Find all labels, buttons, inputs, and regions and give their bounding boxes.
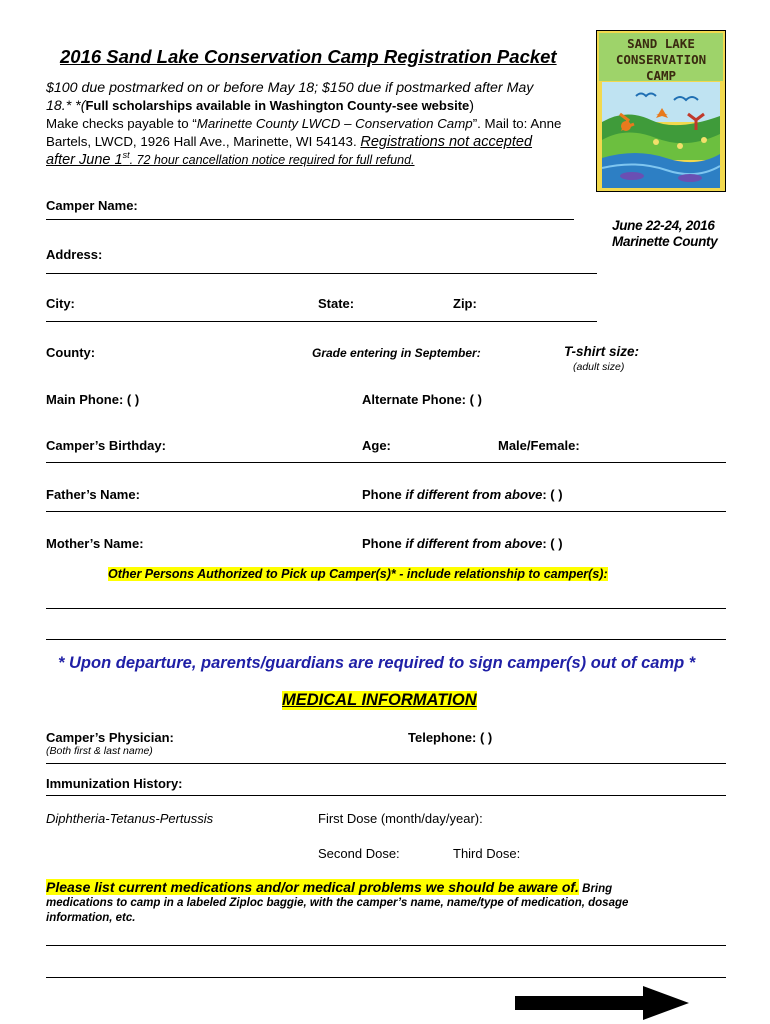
medications-line-2[interactable]: [46, 977, 726, 978]
birthday-line[interactable]: [46, 462, 726, 463]
medications-line-1[interactable]: [46, 945, 726, 946]
camper-name-label: Camper Name:: [46, 198, 138, 213]
immunization-line[interactable]: [46, 795, 726, 796]
medications-instruction: Please list current medications and/or medical problems we should be aware of. Bring: [46, 879, 613, 895]
father-line[interactable]: [46, 511, 726, 512]
pickup-line-2[interactable]: [46, 639, 726, 640]
state-label: State:: [318, 296, 355, 311]
zip-label: Zip:: [453, 296, 477, 311]
medical-header: MEDICAL INFORMATION: [282, 691, 477, 709]
city-label: City:: [46, 296, 75, 311]
father-name-label: Father’s Name:: [46, 487, 140, 502]
father-phone-label: Phone if different from above: ( ): [362, 487, 563, 502]
grade-label: Grade entering in September:: [312, 346, 481, 360]
mother-phone-label: Phone if different from above: ( ): [362, 536, 563, 551]
county-label: County:: [46, 345, 96, 360]
tshirt-label: T-shirt size:: [564, 344, 640, 359]
payable-text: Make checks payable to “Marinette County LWCD – Conservation Camp”. Mail to: Anne: [46, 116, 562, 131]
address-label: Address:: [46, 247, 103, 262]
immunization-label: Immunization History:: [46, 776, 183, 791]
page-title: 2016 Sand Lake Conservation Camp Registration Packet: [60, 46, 557, 67]
camp-logo-text: SAND LAKE CONSERVATION CAMP: [615, 36, 707, 83]
physician-note: (Both first & last name): [46, 745, 153, 757]
first-dose-label: First Dose (month/day/year):: [318, 811, 483, 826]
tshirt-note: (adult size): [573, 361, 625, 373]
camp-dates: June 22-24, 2016 Marinette County: [612, 218, 718, 249]
city-line[interactable]: [46, 321, 597, 322]
age-label: Age:: [362, 438, 391, 453]
fee-text: $100 due postmarked on or before May 18; $150 due if postmarked after May: [46, 80, 534, 96]
dtp-label: Diphtheria-Tetanus-Pertussis: [46, 811, 214, 826]
camp-logo: [596, 30, 726, 192]
scholarship-text: 18.* *(Full scholarships available in Washington County-see website): [46, 98, 474, 114]
medications-instruction-line3: information, etc.: [46, 912, 136, 924]
physician-line[interactable]: [46, 763, 726, 764]
departure-notice: * Upon departure, parents/guardians are required to sign camper(s) out of camp *: [58, 654, 696, 672]
second-dose-label: Second Dose:: [318, 846, 400, 861]
gender-label: Male/Female:: [498, 438, 580, 453]
third-dose-label: Third Dose:: [453, 846, 521, 861]
mother-name-label: Mother’s Name:: [46, 536, 144, 551]
deadline-text: after June 1st. 72 hour cancellation notice required for full refund.: [46, 150, 415, 168]
physician-phone-label: Telephone: ( ): [408, 730, 493, 745]
mail-address-text: Bartels, LWCD, 1926 Hall Ave., Marinette, WI 54143. Registrations not accepted: [46, 134, 533, 150]
alt-phone-label: Alternate Phone: ( ): [362, 392, 482, 407]
camper-name-line[interactable]: [46, 219, 574, 220]
main-phone-label: Main Phone: ( ): [46, 392, 140, 407]
medications-instruction-line2: medications to camp in a labeled Ziploc baggie, with the camper’s name, name/type of medication, dosage: [46, 897, 629, 909]
birthday-label: Camper’s Birthday:: [46, 438, 166, 453]
physician-label: Camper’s Physician:: [46, 730, 174, 745]
address-line[interactable]: [46, 273, 597, 274]
pickup-instructions: Other Persons Authorized to Pick up Camper(s)* - include relationship to camper(s):: [108, 567, 608, 581]
pickup-line-1[interactable]: [46, 608, 726, 609]
next-page-arrow-icon: [515, 986, 690, 1020]
